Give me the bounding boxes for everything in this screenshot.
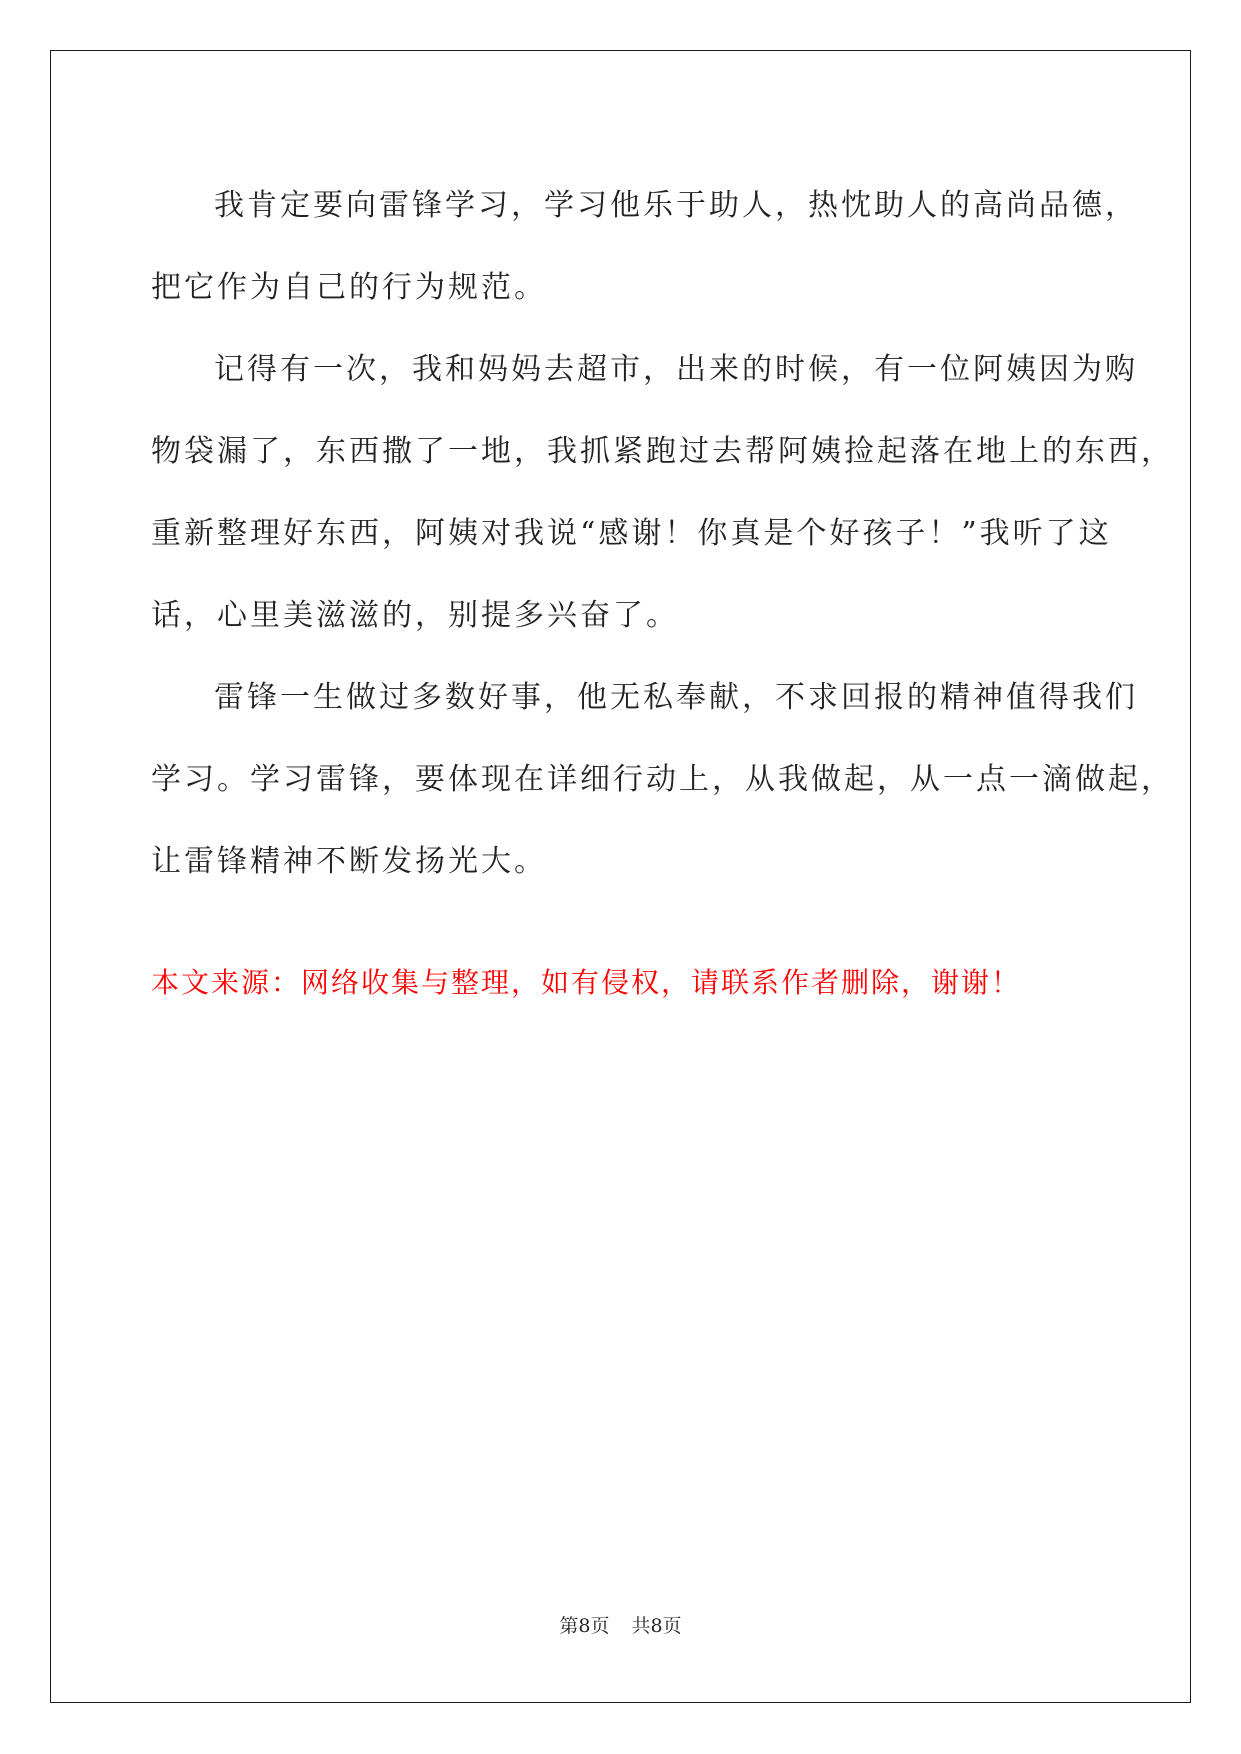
page-number-current: 第8页 bbox=[559, 1615, 610, 1637]
source-note: 本文来源：网络收集与整理，如有侵权，请联系作者删除，谢谢！ bbox=[151, 966, 1022, 999]
paragraph-1-line-1: 我肯定要向雷锋学习，学习他乐于助人，热忱助人的高尚品德， bbox=[214, 188, 1138, 223]
paragraph-3-line-1: 雷锋一生做过多数好事，他无私奉献，不求回报的精神值得我们 bbox=[214, 680, 1138, 715]
paragraph-2-line-4: 话，心里美滋滋的，别提多兴奋了。 bbox=[151, 598, 679, 633]
document-body bbox=[151, 165, 1174, 903]
paragraph-2-line-1: 记得有一次，我和妈妈去超市，出来的时候，有一位阿姨因为购 bbox=[214, 352, 1138, 387]
paragraph-2-line-3: 重新整理好东西，阿姨对我说“感谢！你真是个好孩子！”我听了这 bbox=[151, 516, 1112, 551]
paragraph-1-line-2: 把它作为自己的行为规范。 bbox=[151, 270, 547, 305]
page-footer bbox=[0, 1612, 1241, 1640]
paragraph-3-line-2: 学习。学习雷锋，要体现在详细行动上，从我做起，从一点一滴做起， bbox=[151, 762, 1174, 797]
page-number-total: 共8页 bbox=[631, 1615, 682, 1637]
paragraph-3-line-3: 让雷锋精神不断发扬光大。 bbox=[151, 844, 547, 879]
paragraph-2-line-2: 物袋漏了，东西撒了一地，我抓紧跑过去帮阿姨捡起落在地上的东西， bbox=[151, 434, 1174, 469]
